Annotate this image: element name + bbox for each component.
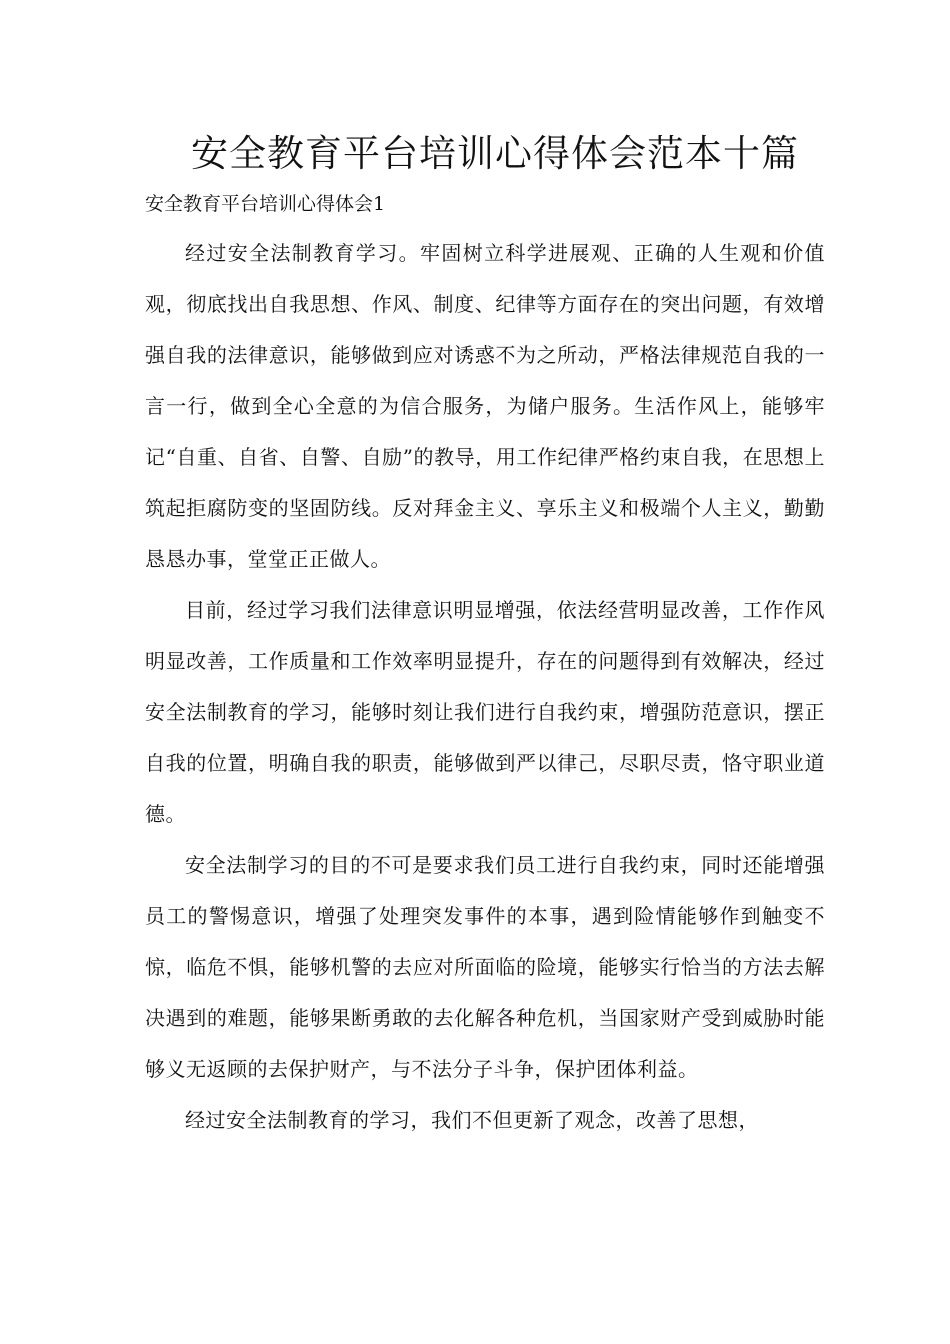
- document-title: 安全教育平台培训心得体会范本十篇: [191, 132, 799, 175]
- paragraph-2: 目前，经过学习我们法律意识明显增强，依法经营明显改善，工作作风明显改善，工作质量和工作效率明显提升，存在的问题得到有效解决，经过安全法制教育的学习，能够时刻让我们进行自我约束，增强防范意识，摆正自我的位置，明确自我的职责，能够做到严以律己，尽职尽责，恪守职业道德。: [145, 598, 825, 826]
- paragraph-1: 经过安全法制教育学习。牢固树立科学进展观、正确的人生观和价值观，彻底找出自我思想、作风、制度、纪律等方面存在的突出问题，有效增强自我的法律意识，能够做到应对诱惑不为之所动，严格法律规范自我的一言一行，做到全心全意的为信合服务，为储户服务。生活作风上，能够牢记“自重、自省、自警、自励”的教导，用工作纪律严格约束自我，在思想上筑起拒腐防变的坚固防线。反对拜金主义、享乐主义和极端个人主义，勤勤恳恳办事，堂堂正正做人。: [145, 241, 825, 571]
- paragraph-3: 安全法制学习的目的不可是要求我们员工进行自我约束，同时还能增强员工的警惕意识，增强了处理突发事件的本事，遇到险情能够作到触变不惊，临危不惧，能够机警的去应对所面临的险境，能够实行恰当的方法去解决遇到的难题，能够果断勇敢的去化解各种危机，当国家财产受到威胁时能够义无返顾的去保护财产，与不法分子斗争，保护团体利益。: [145, 853, 825, 1081]
- paragraph-4: 经过安全法制教育的学习，我们不但更新了观念，改善了思想，: [185, 1108, 759, 1132]
- section-heading: 安全教育平台培训心得体会1: [145, 193, 386, 215]
